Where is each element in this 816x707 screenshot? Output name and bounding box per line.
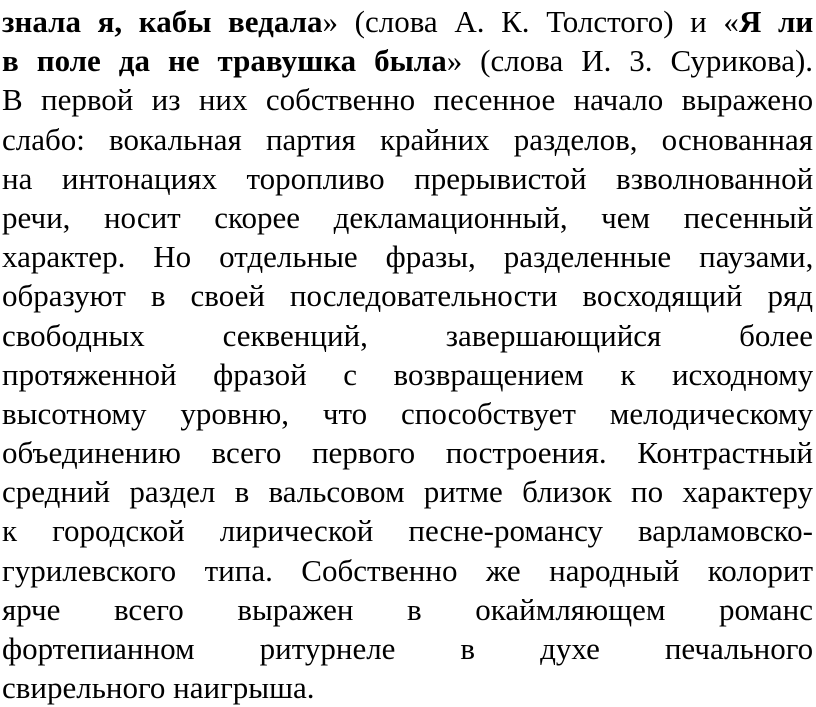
text-line-10: протяженной фразой с возвращением к исходному bbox=[2, 356, 813, 392]
text-line-1 bbox=[2, 2, 813, 41]
text-line-5: на интонациях торопливо прерывистой взволнованной bbox=[2, 160, 813, 196]
text-line-15: гурилевского типа. Собственно же народный колорит bbox=[2, 552, 813, 588]
text-line-3: В первой из них собственно песенное начало выражено bbox=[2, 82, 813, 118]
text-line-13: средний раздел в вальсовом ритме близок по характеру bbox=[2, 474, 813, 510]
text-line-6: речи, носит скорее декламационный, чем песенный bbox=[2, 199, 813, 235]
text-line-16: ярче всего выражен в окаймляющем романс bbox=[2, 591, 813, 627]
body-paragraph bbox=[2, 2, 813, 707]
text-line-8: образуют в своей последовательности восходящий ряд bbox=[2, 278, 813, 314]
song-title-bold: в поле да не травушка была bbox=[2, 43, 447, 79]
song-title-bold: знала я, кабы ведала bbox=[2, 4, 323, 39]
text-line-18: свирельного наигрыша. bbox=[2, 670, 315, 706]
text-line-11: высотному уровню, что способствует мелодическому bbox=[2, 395, 813, 431]
text-line-9: свободных секвенций, завершающийся более bbox=[2, 317, 813, 353]
text-line-7: характер. Но отдельные фразы, разделенные паузами, bbox=[2, 239, 813, 275]
song-title-bold: Я ли bbox=[738, 4, 813, 39]
text-line-2 bbox=[2, 41, 813, 80]
text-line-12: объединению всего первого построения. Контрастный bbox=[2, 435, 813, 471]
text-fragment: » (слова А. К. Толстого) и « bbox=[322, 4, 739, 39]
text-line-4: слабо: вокальная партия крайних разделов, основанная bbox=[2, 121, 813, 157]
text-line-14: к городской лирической песне-романсу варламовско- bbox=[2, 513, 813, 549]
text-fragment: » (слова И. 3. Сурикова). bbox=[446, 43, 813, 79]
text-line-17: фортепианном ритурнеле в духе печального bbox=[2, 631, 813, 666]
